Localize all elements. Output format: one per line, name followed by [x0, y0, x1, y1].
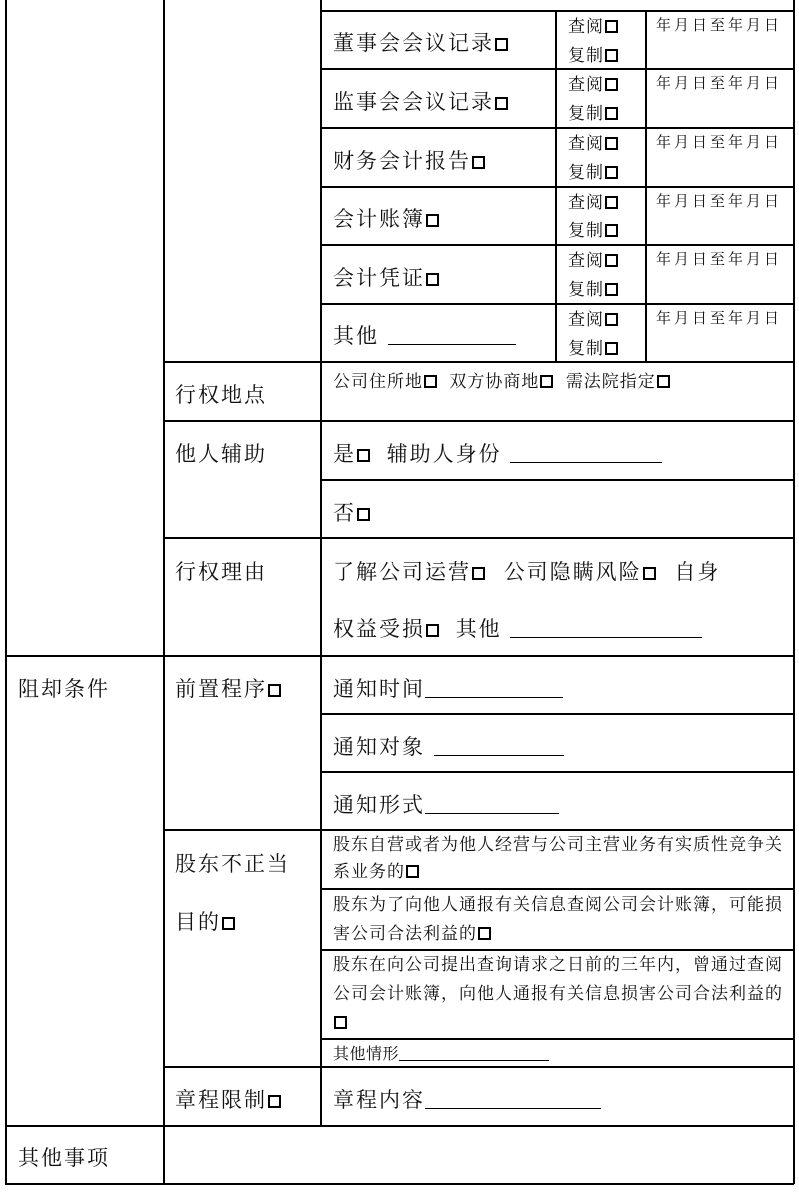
op-label: 查阅 — [568, 251, 604, 271]
assist-yes: 是 — [333, 442, 356, 466]
row-line — [320, 1038, 794, 1040]
op-label: 复制 — [568, 339, 604, 359]
date-range: 年月日至年月日 — [656, 250, 783, 268]
improper-row-text: 股东在向公司提出查询请求之日前的三年内，曾通过查阅公司会计账簿，向他人通报有关信息损害公司合法利益的 — [333, 955, 783, 1004]
op-view — [568, 305, 618, 330]
pre-row-label: 通知对象 — [333, 735, 425, 759]
row-line — [163, 537, 794, 539]
improper-row — [333, 951, 788, 1038]
checkbox[interactable] — [426, 624, 439, 637]
checkbox[interactable] — [605, 49, 618, 62]
row-line — [5, 655, 794, 657]
improper-row-text: 股东自营或者为他人经营与公司主营业务有实质性竞争关系业务的 — [333, 835, 783, 882]
op-label: 复制 — [568, 46, 604, 66]
checkbox[interactable] — [605, 107, 618, 120]
reason-line-2 — [333, 613, 702, 643]
table-border-left — [5, 0, 7, 1184]
pre-row — [333, 731, 564, 761]
op-view — [568, 12, 618, 37]
checkbox[interactable] — [472, 156, 485, 169]
checkbox[interactable] — [426, 214, 439, 227]
checkbox[interactable] — [222, 917, 235, 930]
reason-other-blank[interactable] — [510, 619, 702, 638]
charter-content-label: 章程内容 — [333, 1088, 425, 1112]
op-view — [568, 70, 618, 95]
scope-item-label — [333, 86, 508, 116]
op-label: 查阅 — [568, 17, 604, 37]
scope-item-text: 会计账簿 — [333, 207, 425, 231]
op-copy — [568, 158, 618, 183]
op-view — [568, 246, 618, 271]
checkbox[interactable] — [657, 375, 670, 388]
scope-item-text: 其他 — [333, 324, 379, 348]
reason-option: 自身 — [674, 560, 721, 584]
op-label: 复制 — [568, 221, 604, 241]
checkbox[interactable] — [495, 38, 508, 51]
op-copy — [568, 41, 618, 66]
op-copy — [568, 275, 618, 300]
op-label: 查阅 — [568, 75, 604, 95]
blank[interactable] — [434, 737, 564, 756]
scope-item-text: 会计凭证 — [333, 266, 425, 290]
checkbox[interactable] — [605, 137, 618, 150]
scope-item-label — [333, 145, 485, 175]
scope-item-text: 董事会会议记录 — [333, 31, 494, 55]
checkbox[interactable] — [540, 375, 553, 388]
checkbox[interactable] — [334, 1016, 347, 1029]
pre-label-text: 前置程序 — [175, 677, 267, 701]
date-range: 年月日至年月日 — [656, 74, 783, 92]
blank[interactable] — [425, 795, 559, 814]
improper-label-text: 目的 — [175, 910, 221, 934]
row-line — [320, 888, 794, 890]
scope-item-text: 财务会计报告 — [333, 149, 471, 173]
assist-no-row — [333, 497, 370, 527]
row-line — [163, 420, 794, 422]
op-label: 查阅 — [568, 310, 604, 330]
assist-yes-row — [333, 438, 662, 468]
charter-label-text: 章程限制 — [175, 1088, 267, 1112]
op-copy — [568, 99, 618, 124]
date-range: 年月日至年月日 — [656, 133, 783, 151]
op-label: 查阅 — [568, 134, 604, 154]
row-line — [320, 479, 794, 481]
place-option: 公司住所地 — [333, 372, 423, 392]
place-options — [333, 367, 670, 392]
pre-row — [333, 673, 563, 703]
scope-item-label — [333, 27, 508, 57]
op-label: 复制 — [568, 104, 604, 124]
reason-line-1 — [333, 556, 720, 586]
charter-row — [333, 1084, 601, 1114]
checkbox[interactable] — [426, 273, 439, 286]
improper-row-text: 其他情形 — [333, 1044, 400, 1063]
checkbox[interactable] — [357, 508, 370, 521]
other-blank[interactable] — [388, 326, 516, 345]
assist-identity: 辅助人身份 — [386, 442, 502, 466]
place-label: 行权地点 — [175, 383, 267, 407]
date-range: 年月日至年月日 — [656, 192, 783, 210]
scope-item-label — [333, 203, 439, 233]
checkbox[interactable] — [605, 20, 618, 33]
row-line — [163, 1066, 794, 1068]
checkbox[interactable] — [605, 254, 618, 267]
reason-option: 了解公司运营 — [333, 560, 471, 584]
reason-option: 权益受损 — [333, 617, 425, 641]
pre-row-label: 通知时间 — [333, 677, 425, 701]
table-border-right — [793, 0, 795, 1184]
row-line — [163, 829, 794, 831]
checkbox[interactable] — [268, 684, 281, 697]
place-option: 双方协商地 — [449, 372, 540, 392]
improper-row-text: 股东为了向他人通报有关信息查阅公司会计账簿，可能损害公司合法利益的 — [333, 895, 783, 944]
op-view — [568, 188, 618, 213]
checkbox[interactable] — [406, 865, 419, 878]
charter-label — [175, 1084, 281, 1114]
reason-option: 公司隐瞒风险 — [503, 560, 642, 584]
checkbox[interactable] — [424, 375, 437, 388]
place-option: 需法院指定 — [565, 372, 656, 392]
checkbox[interactable] — [605, 78, 618, 91]
col-divider-2 — [320, 0, 322, 1125]
pre-row — [333, 789, 559, 819]
date-range: 年月日至年月日 — [656, 16, 783, 34]
checkbox[interactable] — [643, 567, 656, 580]
checkbox[interactable] — [605, 166, 618, 179]
improper-label-2 — [175, 906, 235, 936]
reason-other: 其他 — [455, 617, 502, 641]
checkbox[interactable] — [495, 97, 508, 110]
improper-label-1: 股东不正当 — [175, 852, 290, 876]
op-copy — [568, 334, 618, 359]
col-divider-1 — [163, 0, 165, 1184]
blank[interactable] — [425, 679, 563, 698]
op-view — [568, 129, 618, 154]
checkbox[interactable] — [268, 1095, 281, 1108]
block-label: 阻却条件 — [18, 677, 110, 701]
assist-label: 他人辅助 — [175, 442, 267, 466]
op-label: 复制 — [568, 280, 604, 300]
row-line — [320, 713, 794, 715]
blank[interactable] — [425, 1090, 601, 1109]
op-label: 复制 — [568, 163, 604, 183]
blank[interactable] — [399, 1045, 549, 1061]
table-border-bottom — [5, 1183, 794, 1185]
checkbox[interactable] — [605, 342, 618, 355]
checkbox[interactable] — [605, 196, 618, 209]
op-copy — [568, 216, 618, 241]
checkbox[interactable] — [605, 313, 618, 326]
checkbox[interactable] — [605, 224, 618, 237]
scope-item-label — [333, 262, 439, 292]
scope-item-label — [333, 320, 516, 350]
improper-row — [333, 1041, 549, 1064]
row-line — [320, 771, 794, 773]
pre-row-label: 通知形式 — [333, 793, 425, 817]
other-matters-label: 其他事项 — [18, 1146, 110, 1170]
assist-no: 否 — [333, 501, 356, 525]
checkbox[interactable] — [605, 283, 618, 296]
improper-row — [333, 891, 788, 949]
improper-row — [333, 832, 788, 886]
pre-label — [175, 673, 281, 703]
date-range: 年月日至年月日 — [656, 309, 783, 327]
checkbox[interactable] — [478, 927, 491, 940]
row-line — [163, 361, 794, 363]
scope-item-text: 监事会会议记录 — [333, 90, 494, 114]
reason-label: 行权理由 — [175, 560, 267, 584]
row-line — [5, 1125, 794, 1127]
checkbox[interactable] — [357, 449, 370, 462]
identity-blank[interactable] — [510, 444, 662, 463]
checkbox[interactable] — [472, 567, 485, 580]
op-label: 查阅 — [568, 193, 604, 213]
